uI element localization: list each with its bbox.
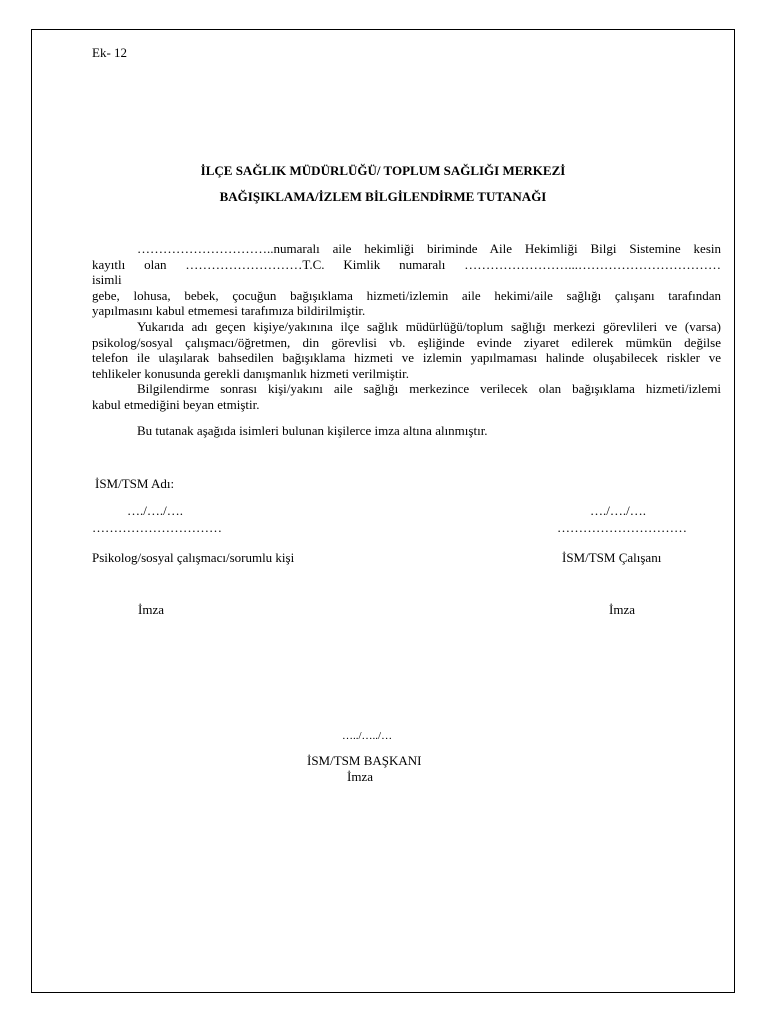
paragraph-line: isimli xyxy=(92,272,122,287)
right-name-dots: ………………………… xyxy=(557,520,687,535)
paragraph-notice xyxy=(92,241,721,319)
paragraph-line: kabul etmediğini beyan etmiştir. xyxy=(92,396,260,412)
annex-label: Ek- 12 xyxy=(92,45,128,60)
title-line-2: BAĞIŞIKLAMA/İZLEM BİLGİLENDİRME TUTANAĞI xyxy=(219,189,547,204)
center-role: İSM/TSM BAŞKANI xyxy=(307,753,422,768)
paragraph-line: …………………………..numaralı aile hekimliği biriminde Aile Hekimliği Bilgi Sistemine kesin xyxy=(137,241,721,256)
paragraph-declaration xyxy=(92,381,721,412)
paragraph-counseling xyxy=(92,319,721,381)
paragraph-line: yapılmasını kabul etmemesi tarafımıza bildirilmiştir. xyxy=(92,303,366,318)
left-date: …./…./…. xyxy=(127,503,183,518)
tsm-name-label: İSM/TSM Adı: xyxy=(95,476,175,491)
paragraph-line: psikolog/sosyal çalışmacı/öğretmen, din görevlisi vb. eşliğinde evinde ziyaret edilerek mümkün değilse xyxy=(92,334,721,350)
paragraph-line: Yukarıda adı geçen kişiye/yakınına ilçe sağlık müdürlüğü/toplum sağlığı merkezi görevlileri ve (varsa) xyxy=(137,319,721,334)
right-signature-label: İmza xyxy=(609,602,635,617)
document-page xyxy=(31,29,735,993)
center-signature-label: İmza xyxy=(347,769,373,784)
paragraph-line: Bilgilendirme sonrası kişi/yakını aile sağlığı merkezince verilecek olan bağışıklama hizmeti/izlemi xyxy=(137,381,721,396)
paragraph-line: gebe, lohusa, bebek, çocuğun bağışıklama hizmeti/izlemin aile hekimi/aile sağlığı çalışanı tarafından xyxy=(92,287,721,303)
right-role: İSM/TSM Çalışanı xyxy=(562,550,662,565)
paragraph-line: telefon ile ulaşılarak bahsedilen bağışıklama hizmeti ve izlemin yapılmaması halinde oluşabilecek riskler ve xyxy=(92,350,721,365)
title-line-1: İLÇE SAĞLIK MÜDÜRLÜĞÜ/ TOPLUM SAĞLIĞI MERKEZİ xyxy=(200,163,566,178)
left-role: Psikolog/sosyal çalışmacı/sorumlu kişi xyxy=(92,550,295,565)
paragraph-signature-note: Bu tutanak aşağıda isimleri bulunan kişilerce imza altına alınmıştır. xyxy=(137,423,488,438)
right-date: …./…./…. xyxy=(590,503,646,518)
paragraph-line: kayıtlı olan ………………………T.C. Kimlik numaralı ……………………...…………………………… xyxy=(92,256,721,272)
left-signature-label: İmza xyxy=(138,602,164,617)
paragraph-line: tehlikeler konusunda gerekli danışmanlık hizmeti verilmiştir. xyxy=(92,365,409,381)
center-date: …../…../… xyxy=(342,730,393,742)
left-name-dots: ………………………… xyxy=(92,520,222,535)
